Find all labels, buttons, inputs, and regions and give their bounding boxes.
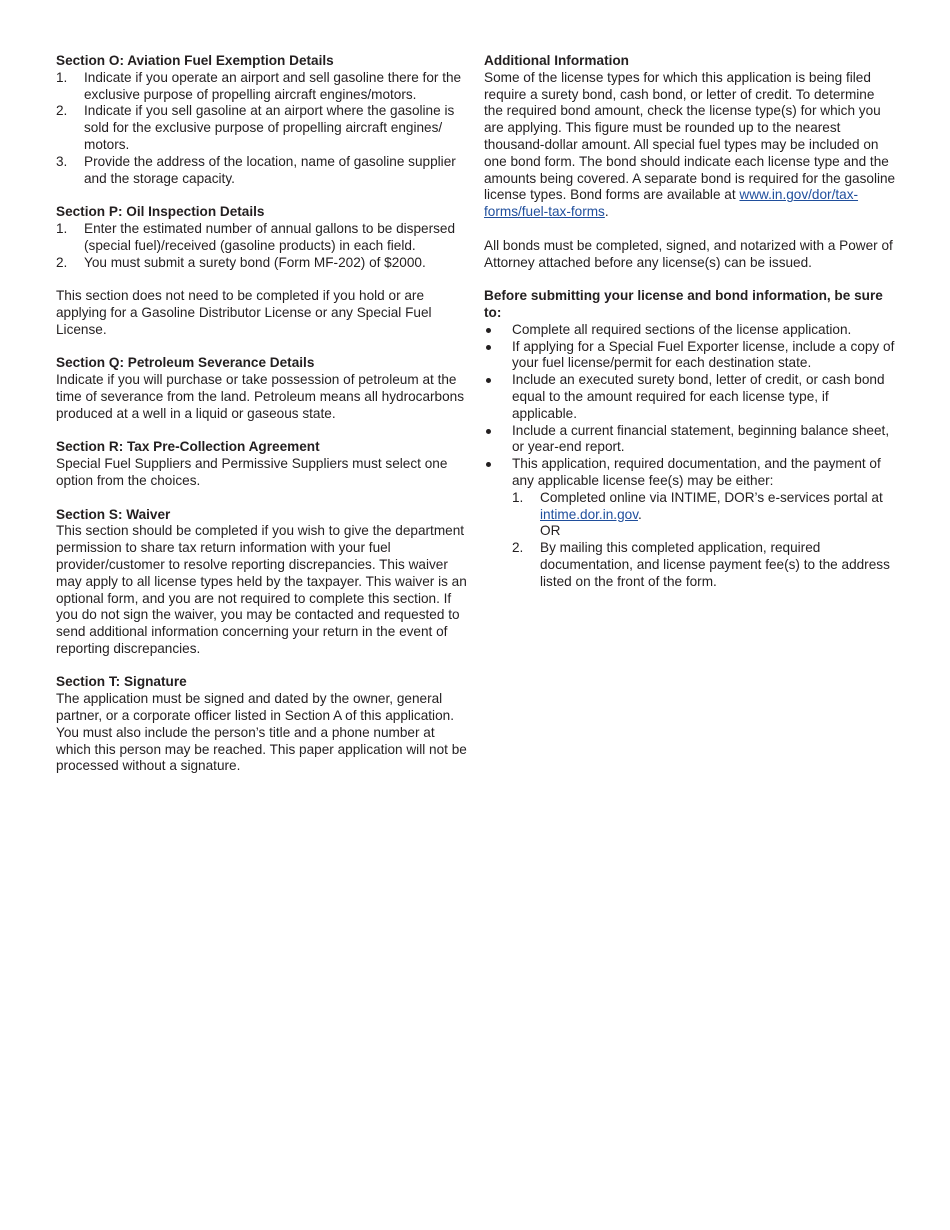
list-item-text: Include a current financial statement, beginning balance sheet, or year-end report.	[512, 422, 890, 455]
section-p-list	[56, 221, 468, 271]
list-item	[56, 221, 468, 255]
bullet-icon	[486, 462, 491, 467]
section-t-body: The application must be signed and dated by the owner, general partner, or a corporate officer listed in Section A of this application. You must also include the person’s title and a phone number at which this person may be reached. This paper application will not be processed without a signature.	[56, 691, 467, 774]
list-item-text: You must submit a surety bond (Form MF-202) of $2000.	[84, 254, 426, 270]
right-column	[484, 53, 896, 607]
list-item-text: Indicate if you sell gasoline at an airport where the gasoline is sold for the exclusive purpose of propelling aircraft engines/ motors.	[84, 103, 455, 152]
list-item	[484, 456, 896, 590]
list-item	[484, 339, 896, 373]
list-number: 2.	[512, 540, 524, 556]
list-item-text: Provide the address of the location, name of gasoline supplier and the storage capacity.	[84, 153, 456, 186]
section-p	[56, 204, 468, 271]
section-s-body: This section should be completed if you wish to give the department permission to share tax return information with your fuel provider/customer to resolve reporting discrepancies. This waiver may apply to all license types held by the taxpayer. This waiver is an optional form, and you are not required to complete this section. If you do not sign the waiver, you may be contacted and requested to send additional information concerning your return in the event of reporting discrepancies.	[56, 523, 467, 656]
or-separator: OR	[540, 523, 561, 539]
bullet-icon	[486, 345, 491, 350]
list-item-text: By mailing this completed application, required documentation, and license payment fee(s) to the address listed on the front of the form.	[540, 540, 890, 589]
section-t-heading: Section T: Signature	[56, 674, 187, 690]
left-column	[56, 53, 468, 792]
list-item	[56, 154, 468, 188]
list-number: 2.	[56, 254, 68, 270]
bullet-icon	[486, 429, 491, 434]
intime-link[interactable]: intime.dor.in.gov	[540, 506, 638, 522]
fuel-tax-forms-link[interactable]: www.in.gov/dor/tax-forms/fuel-tax-forms	[484, 187, 859, 220]
list-item	[484, 322, 896, 339]
bonds-note-text: All bonds must be completed, signed, and notarized with a Power of Attorney attached before any license(s) can be issued.	[484, 237, 893, 270]
list-item	[56, 70, 468, 104]
list-item	[484, 423, 896, 457]
list-item-text: Include an executed surety bond, letter of credit, or cash bond equal to the amount required for each license type, if applicable.	[512, 372, 885, 421]
section-q-heading: Section Q: Petroleum Severance Details	[56, 355, 315, 371]
list-item-text: Indicate if you operate an airport and sell gasoline there for the exclusive purpose of propelling aircraft engines/motors.	[84, 69, 462, 102]
section-r-body: Special Fuel Suppliers and Permissive Suppliers must select one option from the choices.	[56, 456, 448, 488]
list-item	[56, 255, 468, 272]
checklist	[484, 322, 896, 591]
additional-information-body	[484, 70, 896, 221]
list-item-text: Complete all required sections of the license application.	[512, 321, 852, 337]
bullet-icon	[486, 378, 491, 383]
list-item	[56, 103, 468, 153]
section-o-heading: Section O: Aviation Fuel Exemption Details	[56, 53, 334, 68]
bullet-icon	[486, 328, 491, 333]
section-p-note-text: This section does not need to be completed if you hold or are applying for a Gasoline Distributor License or any Special Fuel License.	[56, 288, 432, 337]
list-number: 3.	[56, 153, 68, 169]
section-r	[56, 439, 468, 489]
submission-options	[512, 490, 896, 591]
section-o	[56, 53, 468, 187]
list-number: 1.	[512, 489, 524, 505]
before-submitting-heading: Before submitting your license and bond information, be sure to:	[484, 288, 883, 320]
list-item-text: If applying for a Special Fuel Exporter license, include a copy of your fuel license/permit for each destination state.	[512, 338, 895, 371]
section-o-list	[56, 70, 468, 188]
section-p-heading: Section P: Oil Inspection Details	[56, 204, 265, 220]
section-t	[56, 674, 468, 775]
list-number: 1.	[56, 69, 68, 85]
list-item	[512, 540, 896, 590]
period: .	[604, 204, 609, 220]
section-q-body: Indicate if you will purchase or take possession of petroleum at the time of severance from the land. Petroleum means all hydrocarbons produced at a well in a liquid or gaseous state.	[56, 372, 465, 421]
additional-information	[484, 53, 896, 221]
period: .	[637, 506, 642, 522]
list-item	[512, 490, 896, 540]
section-s-heading: Section S: Waiver	[56, 506, 171, 522]
bonds-note	[484, 238, 896, 272]
list-number: 1.	[56, 220, 68, 236]
section-s	[56, 507, 468, 658]
list-item-text: Enter the estimated number of annual gallons to be dispersed (special fuel)/received (gasoline products) in each field.	[84, 220, 456, 253]
additional-information-heading: Additional Information	[484, 53, 629, 68]
section-q	[56, 355, 468, 422]
section-r-heading: Section R: Tax Pre-Collection Agreement	[56, 439, 320, 455]
list-number: 2.	[56, 103, 68, 119]
additional-information-text: Some of the license types for which this application is being filed require a surety bond, cash bond, or letter of credit. To determine the required bond amount, check the license type(s) for which you are applying. This figure must be rounded up to the nearest thousand-dollar amount. All special fuel types may be included on one bond form. The bond should indicate each license type and the amounts being covered. A separate bond is required for the gasoline license types. Bond forms are available at	[484, 69, 896, 203]
list-item	[484, 372, 896, 422]
list-item-text: This application, required documentation, and the payment of any applicable license fee(s) may be either:	[512, 456, 881, 488]
section-p-note	[56, 288, 468, 338]
before-submitting	[484, 288, 896, 590]
list-item-text: Completed online via INTIME, DOR’s e-services portal at	[540, 489, 883, 505]
